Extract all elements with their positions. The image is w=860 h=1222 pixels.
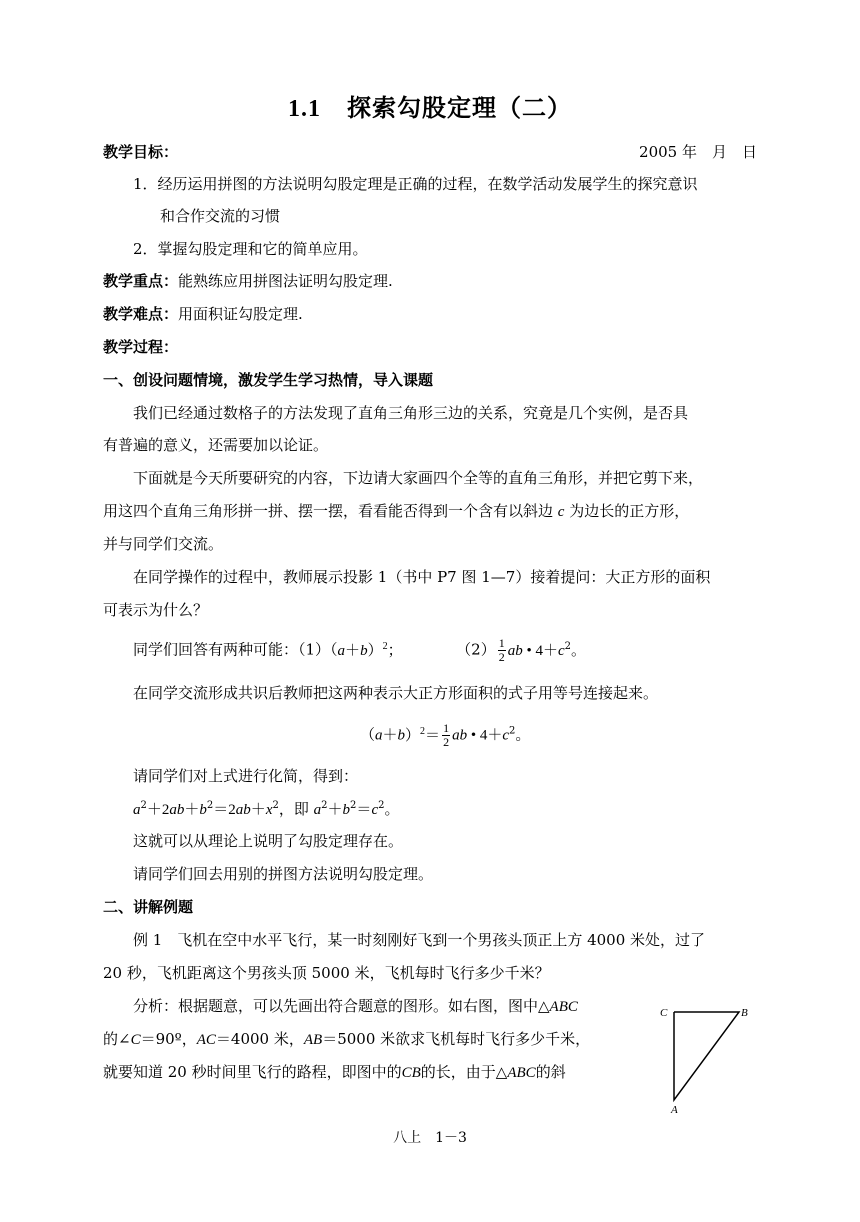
analysis-line-3-b: 的长，由于△: [420, 1063, 508, 1081]
analysis-angle-prefix: 的∠: [103, 1030, 131, 1048]
s1-p5: 在同学交流形成共识后教师把这两种表示大正方形面积的式子用等号连接起来。: [133, 684, 659, 702]
right-triangle-figure: [654, 1000, 764, 1120]
key-point-label: 教学重点：: [103, 272, 179, 290]
analysis-line-1-text: 分析：根据题意，可以先画出符合题意的图形。如右图，图中△: [133, 997, 550, 1015]
analysis-line-2: 的∠C＝90º，AC＝4000 米，AB＝5000 米欲求飞机每时飞行多少千米，: [103, 1030, 591, 1048]
example-1-line-1: 例 1 飞机在空中水平飞行，某一时刻刚好飞到一个男孩头顶正上方 4000 米处，过了: [133, 931, 706, 949]
option-2-formula: $\frac{1}{2}$ ab • $4+c^2$。: [498, 636, 587, 664]
analysis-line-3-c: 的斜: [535, 1063, 566, 1081]
section-2-heading: 二、讲解例题: [103, 898, 194, 916]
title-text: 探索勾股定理（二）: [347, 93, 572, 122]
key-point: [103, 271, 393, 291]
vertex-label-b: B: [741, 1007, 748, 1019]
vertex-label-a: A: [671, 1104, 678, 1116]
s1-p9: 请同学们回去用别的拼图方法说明勾股定理。: [133, 865, 434, 883]
objective-2: 2．掌握勾股定理和它的简单应用。: [133, 240, 368, 258]
answer-prefix: 同学们回答有两种可能：（1）（: [133, 640, 338, 659]
key-point-text: 能熟练应用拼图法证明勾股定理.: [178, 272, 393, 290]
analysis-ac-value: ＝4000 米，: [215, 1030, 304, 1048]
vertex-label-c: C: [660, 1007, 668, 1019]
s1-p3-line-1: 在同学操作的过程中，教师展示投影 1（书中 P7 图 1—7）接着提问：大正方形的面积: [133, 568, 711, 586]
section-1-heading: 一、创设问题情境，激发学生学习热情，导入课题: [103, 371, 434, 389]
analysis-line-3-a: 就要知道 20 秒时间里飞行的路程，即图中的: [103, 1063, 402, 1081]
s1-p1-line-1: 我们已经通过数格子的方法发现了直角三角形三边的关系，究竟是几个实例，是否具: [133, 404, 689, 422]
s1-answer-options: [133, 637, 586, 664]
s1-p2-line-2: [103, 501, 689, 522]
page-footer: 八上 1－3: [393, 1130, 467, 1146]
lesson-date: 2005 年 月 日: [639, 143, 757, 161]
s1-p3-line-2: 可表示为什么？: [103, 601, 209, 619]
option-1-formula: a＋b）$^2$；: [337, 640, 403, 659]
difficulty-label: 教学难点：: [103, 305, 179, 323]
example-1-line-2: 20 秒，飞机距离这个男孩头顶 5000 米，飞机每时飞行多少千米？: [103, 964, 550, 982]
triangle-outline: [674, 1012, 739, 1100]
equation-conjunction: ，即: [278, 800, 309, 818]
difficulty-text: 用面积证勾股定理.: [178, 305, 303, 323]
s1-p2-line-2-a: 用这四个直角三角形拼一拼、摆一摆，看看能否得到一个含有以斜边: [103, 502, 554, 520]
title-number: 1.1: [288, 96, 321, 122]
s1-p2-line-3: 并与同学们交流。: [103, 535, 224, 553]
hypotenuse-var: c: [557, 504, 565, 520]
answer-option-2-label: （2）: [456, 640, 496, 659]
objectives-label: 教学目标：: [103, 143, 179, 161]
s1-p8: 这就可以从理论上说明了勾股定理存在。: [133, 832, 404, 850]
page-title: [0, 88, 860, 123]
objective-1-line-1: 1．经历运用拼图的方法说明勾股定理是正确的过程，在数学活动发展学生的探究意识: [133, 175, 698, 193]
equation-combined: $(a+b)^2=$ $\frac{1}{2}$ ab • $4+c^2$。: [360, 721, 531, 749]
analysis-line-1: 分析：根据题意，可以先画出符合题意的图形。如右图，图中△ABC: [133, 997, 578, 1015]
s1-p1-line-2: 有普遍的意义，还需要加以论证。: [103, 436, 329, 454]
difficulty: [103, 304, 303, 324]
analysis-angle-value: ＝90º，: [140, 1030, 197, 1048]
analysis-ab-value: ＝5000 米欲求飞机每时飞行多少千米，: [322, 1030, 591, 1048]
equation-simplified: $a^2+2ab+b^2=2ab+x^2$，即 $a^2+b^2=c^2$。: [133, 800, 400, 818]
s1-p6: 请同学们对上式进行化简，得到：: [133, 767, 359, 785]
objective-1-line-2: 和合作交流的习惯: [160, 207, 281, 225]
s1-p2-line-1: 下面就是今天所要研究的内容，下边请大家画四个全等的直角三角形，并把它剪下来，: [133, 469, 704, 487]
s1-p2-line-2-b: 为边长的正方形，: [569, 502, 690, 520]
process-label: 教学过程：: [103, 338, 179, 356]
analysis-line-3: 就要知道 20 秒时间里飞行的路程，即图中的CB的长，由于△ABC的斜: [103, 1063, 566, 1081]
